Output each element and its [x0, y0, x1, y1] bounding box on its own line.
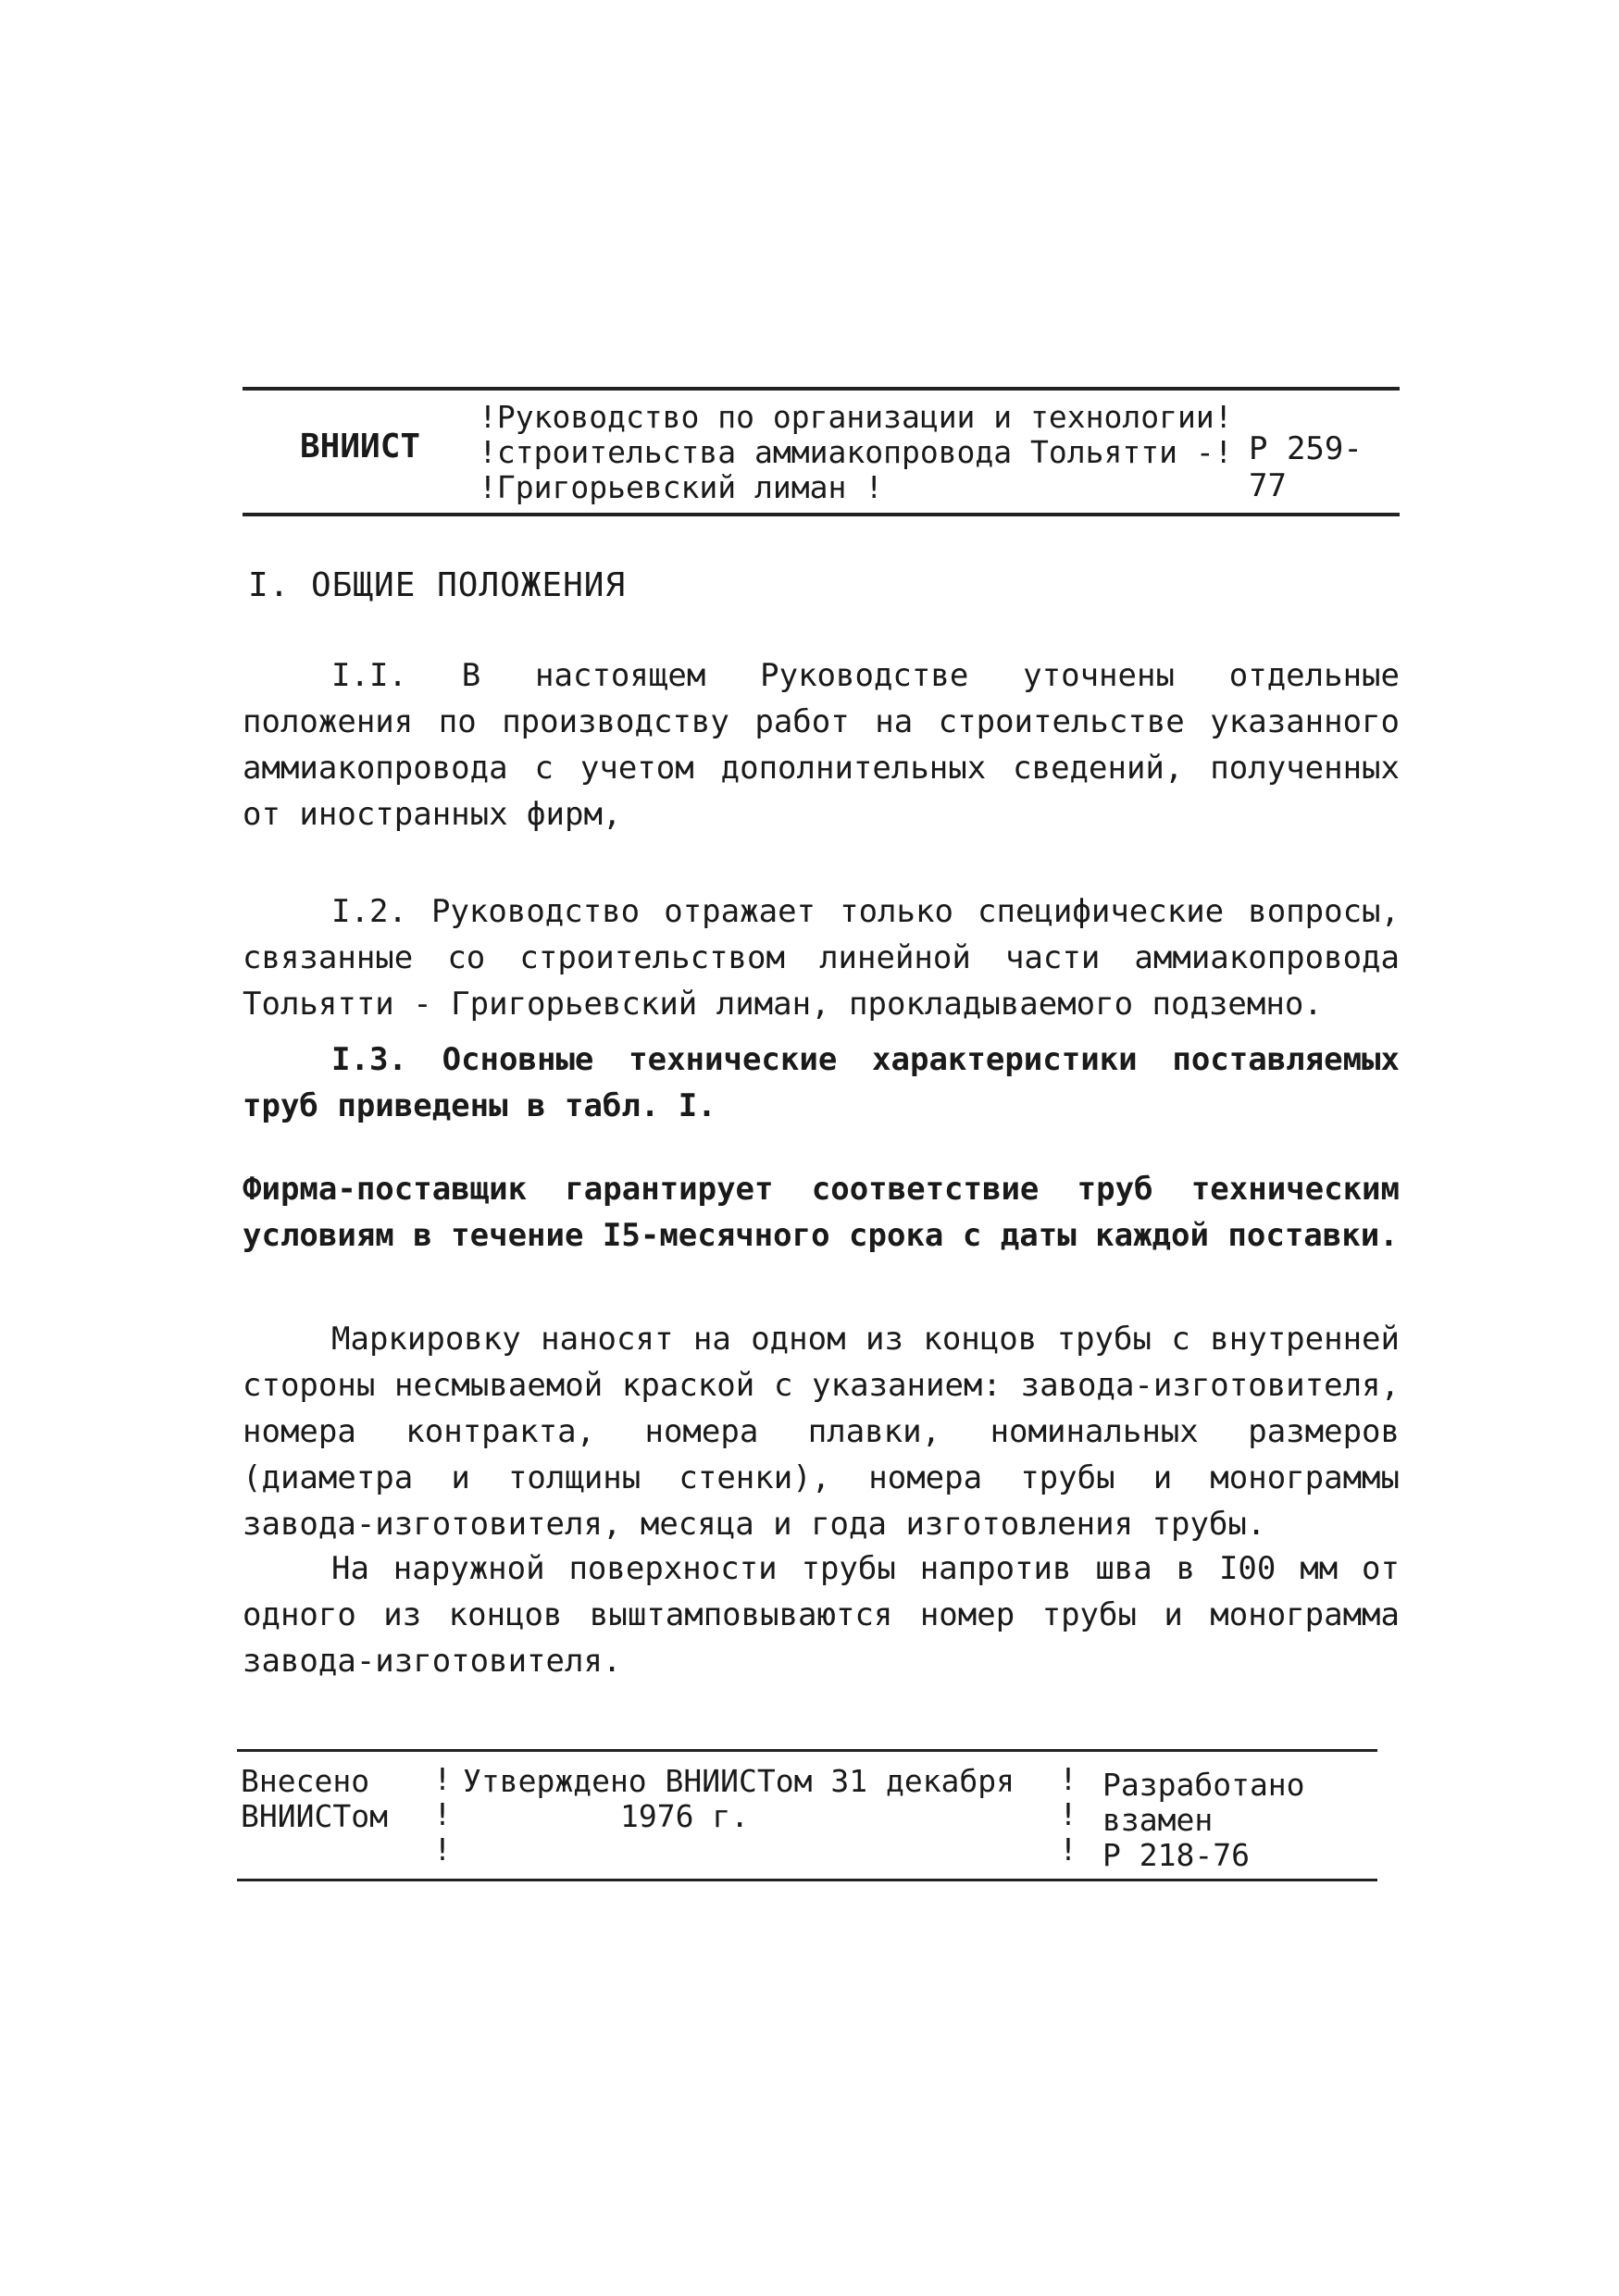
document-header: [243, 387, 1400, 521]
paragraph-marking: [243, 1316, 1400, 1547]
footer-approved-line-2: 1976 г.: [620, 1798, 750, 1834]
section-title: I. ОБЩИЕ ПОЛОЖЕНИЯ: [248, 566, 627, 604]
title-line-2: !строительства аммиакопровода Тольятти -!: [479, 434, 1233, 470]
paragraph-1-2: [243, 888, 1400, 1027]
title-line-3: !Григорьевский лиман !: [479, 469, 884, 505]
header-bottom-rule: [243, 513, 1400, 516]
footer-approved-by: [463, 1764, 1015, 1834]
organization-name: ВНИИСТ: [300, 428, 421, 465]
document-title: [479, 400, 1247, 505]
paragraph-warranty: [243, 1166, 1400, 1259]
footer-bottom-rule: [237, 1879, 1377, 1881]
footer-submitted-line-1: Внесено: [241, 1763, 370, 1799]
paragraph-1-3: [243, 1036, 1400, 1129]
footer-submitted-by: [241, 1764, 388, 1834]
header-top-rule: [243, 387, 1400, 391]
document-footer: [237, 1749, 1377, 1888]
footer-supersedes-line-3: Р 218-76: [1102, 1837, 1250, 1873]
paragraph-marking-text: Маркировку наносят на одном из концов трубы с внутренней стороны несмываемой краской с указанием: завода-изготовителя, номера контракта, номера плавки, номинальных размеров (диаметра и толщины стенки), номера трубы и монограммы завода-изготовителя, месяца и года изготовления трубы.: [243, 1321, 1400, 1543]
footer-separator-2: ! ! !: [1059, 1761, 1077, 1868]
footer-separator-1: ! ! !: [433, 1761, 452, 1868]
paragraph-stamping: [243, 1545, 1400, 1684]
footer-approved-line-1: Утверждено ВНИИСТом 31 декабря: [463, 1763, 1015, 1799]
title-line-1: !Руководство по организации и технологии!: [479, 399, 1233, 435]
footer-submitted-line-2: ВНИИСТом: [241, 1798, 388, 1834]
paragraph-1-1: [243, 652, 1400, 838]
footer-supersedes-line-2: взамен: [1102, 1802, 1214, 1838]
paragraph-1-1-text: I.I. В настоящем Руководстве уточнены отдельные положения по производству работ на строительстве указанного аммиакопровода с учетом дополнительных сведений, полученных от иностранных фирм,: [243, 657, 1400, 833]
document-code: Р 259-77: [1249, 430, 1363, 504]
paragraph-warranty-text: Фирма-поставщик гарантирует соответствие труб техническим условиям в течение I5-месячного срока с даты каждой поставки.: [243, 1171, 1400, 1254]
paragraph-1-3-text: I.3. Основные технические характеристики поставляемых труб приведены в табл. I.: [243, 1041, 1400, 1124]
footer-supersedes-line-1: Разработано: [1102, 1767, 1305, 1803]
footer-supersedes: [1102, 1768, 1305, 1873]
footer-top-rule: [237, 1749, 1377, 1752]
paragraph-1-2-text: I.2. Руководство отражает только специфические вопросы, связанные со строительством линейной части аммиакопровода Тольятти - Григорьевский лиман, прокладываемого подземно.: [243, 893, 1400, 1023]
paragraph-stamping-text: На наружной поверхности трубы напротив шва в I00 мм от одного из концов выштамповываются номер трубы и монограмма завода-изготовителя.: [243, 1550, 1400, 1680]
